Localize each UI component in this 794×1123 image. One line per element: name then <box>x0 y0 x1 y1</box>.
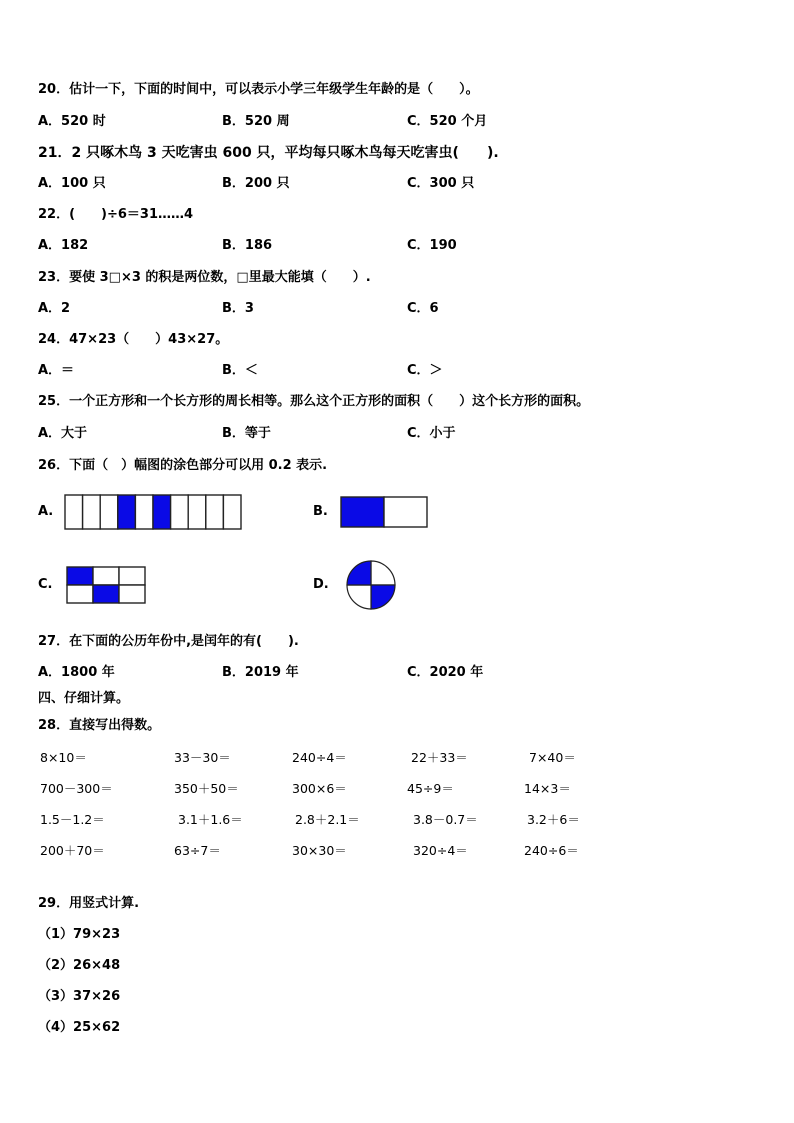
q23-option-c: C．6 <box>407 301 439 316</box>
q25-option-b: B．等于 <box>222 426 271 441</box>
calc-cell: 30×30＝ <box>292 843 347 858</box>
circle-quarter <box>347 561 371 585</box>
q23-option-a: A．2 <box>38 301 71 316</box>
q20-option-a: A．520 时 <box>38 114 106 129</box>
question-23: 23．要使 3□×3 的积是两位数，□里最大能填（ ）. <box>38 270 371 285</box>
q23-option-b: B．3 <box>222 301 254 316</box>
question-27: 27．在下面的公历年份中,是闰年的有( ). <box>38 634 299 649</box>
q20-option-c: C．520 个月 <box>407 114 488 129</box>
q29-item-2: （2）26×48 <box>38 958 121 973</box>
question-20: 20．估计一下，下面的时间中，可以表示小学三年级学生年龄的是（ ）。 <box>38 82 479 97</box>
figure-c-grid <box>66 566 146 604</box>
q29-item-1: （1）79×23 <box>38 927 121 942</box>
figure-c-label: C. <box>38 577 53 592</box>
q24-option-c: C．＞ <box>407 363 443 378</box>
question-28: 28．直接写出得数。 <box>38 718 161 733</box>
calc-cell: 240÷4＝ <box>292 750 347 765</box>
q22-option-a: A．182 <box>38 238 89 253</box>
section-4-title: 四、仔细计算。 <box>38 691 130 706</box>
question-25: 25．一个正方形和一个长方形的周长相等。那么这个正方形的面积（ ）这个长方形的面积。 <box>38 394 590 409</box>
question-24: 24．47×23（ ）43×27。 <box>38 332 229 347</box>
q24-option-a: A．＝ <box>38 363 75 378</box>
q27-option-c: C．2020 年 <box>407 665 484 680</box>
q29-item-3: （3）37×26 <box>38 989 121 1004</box>
circle-quarter <box>371 585 395 609</box>
calc-cell: 7×40＝ <box>529 750 576 765</box>
calc-cell: 22＋33＝ <box>411 750 468 765</box>
q22-option-c: C．190 <box>407 238 457 253</box>
circle-quarter <box>347 585 371 609</box>
q21-option-c: C．300 只 <box>407 176 475 191</box>
q22-option-b: B．186 <box>222 238 273 253</box>
figure-d-label: D. <box>313 577 329 592</box>
question-22: 22．( )÷6＝31……4 <box>38 207 194 222</box>
figure-b-label: B. <box>313 504 328 519</box>
q25-option-c: C．小于 <box>407 426 456 441</box>
q24-option-b: B．＜ <box>222 363 258 378</box>
circle-quarter <box>371 561 395 585</box>
q21-option-b: B．200 只 <box>222 176 290 191</box>
strip-cell <box>153 495 171 529</box>
calc-cell: 14×3＝ <box>524 781 571 796</box>
grid-cell <box>93 567 119 585</box>
figure-b-bar <box>340 496 428 528</box>
q20-option-b: B．520 周 <box>222 114 290 129</box>
figure-a-strip <box>64 494 244 530</box>
grid-cell <box>119 585 145 603</box>
calc-cell: 8×10＝ <box>40 750 87 765</box>
strip-cell <box>223 495 241 529</box>
q27-option-b: B．2019 年 <box>222 665 299 680</box>
calc-cell: 200＋70＝ <box>40 843 105 858</box>
grid-cell <box>93 585 119 603</box>
calc-cell: 3.1＋1.6＝ <box>178 812 243 827</box>
grid-cell <box>119 567 145 585</box>
strip-cell <box>83 495 101 529</box>
strip-cell <box>206 495 224 529</box>
figure-a-label: A. <box>38 504 54 519</box>
figure-d-circle <box>345 557 397 613</box>
calc-cell: 2.8＋2.1＝ <box>295 812 360 827</box>
strip-cell <box>65 495 83 529</box>
calc-cell: 33－30＝ <box>174 750 231 765</box>
question-21: 21．2 只啄木鸟 3 天吃害虫 600 只，平均每只啄木鸟每天吃害虫( ). <box>38 145 499 161</box>
bar-part <box>384 497 427 527</box>
strip-cell <box>135 495 153 529</box>
calc-cell: 63÷7＝ <box>174 843 221 858</box>
calc-cell: 320÷4＝ <box>413 843 468 858</box>
q27-option-a: A．1800 年 <box>38 665 115 680</box>
calc-cell: 3.8－0.7＝ <box>413 812 478 827</box>
strip-cell <box>100 495 118 529</box>
q21-option-a: A．100 只 <box>38 176 106 191</box>
q25-option-a: A．大于 <box>38 426 88 441</box>
grid-cell <box>67 567 93 585</box>
strip-cell <box>171 495 189 529</box>
bar-part <box>341 497 384 527</box>
calc-cell: 1.5－1.2＝ <box>40 812 105 827</box>
strip-cell <box>188 495 206 529</box>
calc-cell: 3.2＋6＝ <box>527 812 580 827</box>
q29-item-4: （4）25×62 <box>38 1020 121 1035</box>
calc-cell: 350＋50＝ <box>174 781 239 796</box>
question-29: 29．用竖式计算. <box>38 896 140 911</box>
question-26: 26．下面（ ）幅图的涂色部分可以用 0.2 表示. <box>38 458 328 473</box>
calc-cell: 700－300＝ <box>40 781 113 796</box>
calc-cell: 240÷6＝ <box>524 843 579 858</box>
grid-cell <box>67 585 93 603</box>
calc-cell: 300×6＝ <box>292 781 347 796</box>
strip-cell <box>118 495 136 529</box>
calc-cell: 45÷9＝ <box>407 781 454 796</box>
